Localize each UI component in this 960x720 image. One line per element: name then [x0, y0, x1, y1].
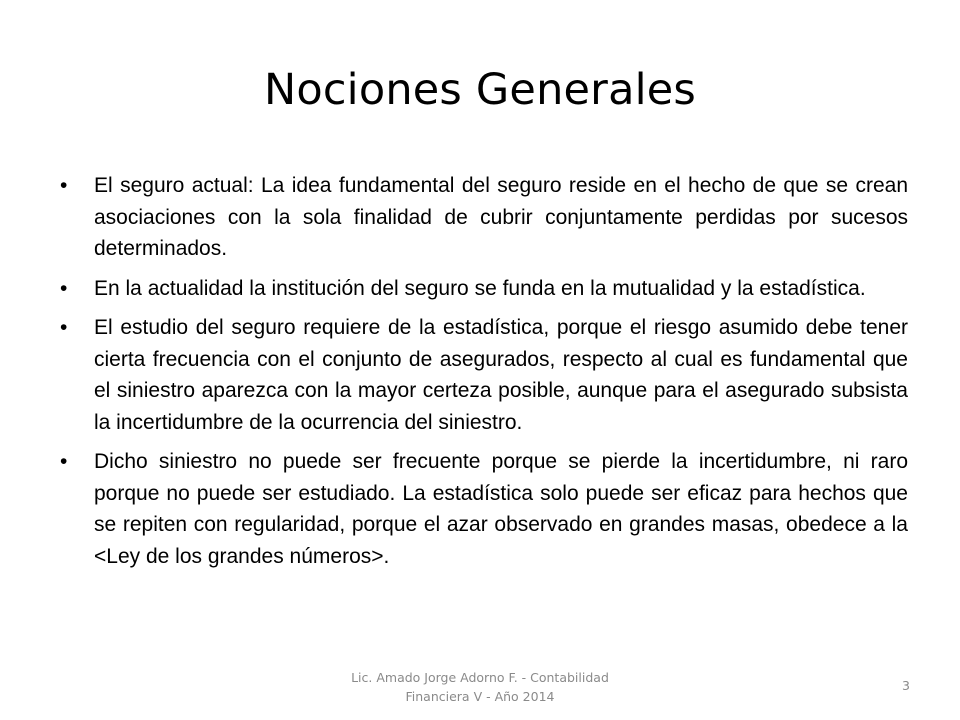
bullet-item — [60, 273, 908, 305]
footer-line: Financiera V - Año 2014 — [405, 689, 555, 704]
page-number: 3 — [902, 678, 910, 693]
footer-line: Lic. Amado Jorge Adorno F. - Contabilidad — [351, 670, 609, 685]
bullet-text: El seguro actual: La idea fundamental del seguro reside en el hecho de que se crean asociaciones con la sola finalidad de cubrir conjuntamente perdidas por sucesos determinados. — [94, 174, 908, 260]
bullet-list — [60, 170, 908, 580]
bullet-item — [60, 170, 908, 265]
bullet-dot-icon: • — [60, 174, 68, 197]
bullet-dot-icon: • — [60, 450, 68, 473]
bullet-text: El estudio del seguro requiere de la estadística, porque el riesgo asumido debe tener cierta frecuencia con el conjunto de asegurados, respecto al cual es fundamental que el siniestro aparezca con la mayor certeza posible, aunque para el asegurado subsista la incertidumbre de la ocurrencia del siniestro. — [94, 316, 908, 434]
bullet-text: En la actualidad la institución del seguro se funda en la mutualidad y la estadística. — [94, 276, 866, 300]
slide-title: Nociones Generales — [263, 65, 697, 115]
bullet-item — [60, 312, 908, 438]
bullet-item — [60, 446, 908, 572]
bullet-dot-icon: • — [60, 316, 68, 339]
bullet-text: Dicho siniestro no puede ser frecuente porque se pierde la incertidumbre, ni raro porque no puede ser estudiado. La estadística solo puede ser eficaz para hechos que se repiten con regularidad, porque el azar observado en grandes masas, obedece a la <Ley de los grandes números>. — [94, 450, 908, 568]
bullet-dot-icon: • — [60, 276, 68, 300]
footer-text — [330, 668, 630, 706]
